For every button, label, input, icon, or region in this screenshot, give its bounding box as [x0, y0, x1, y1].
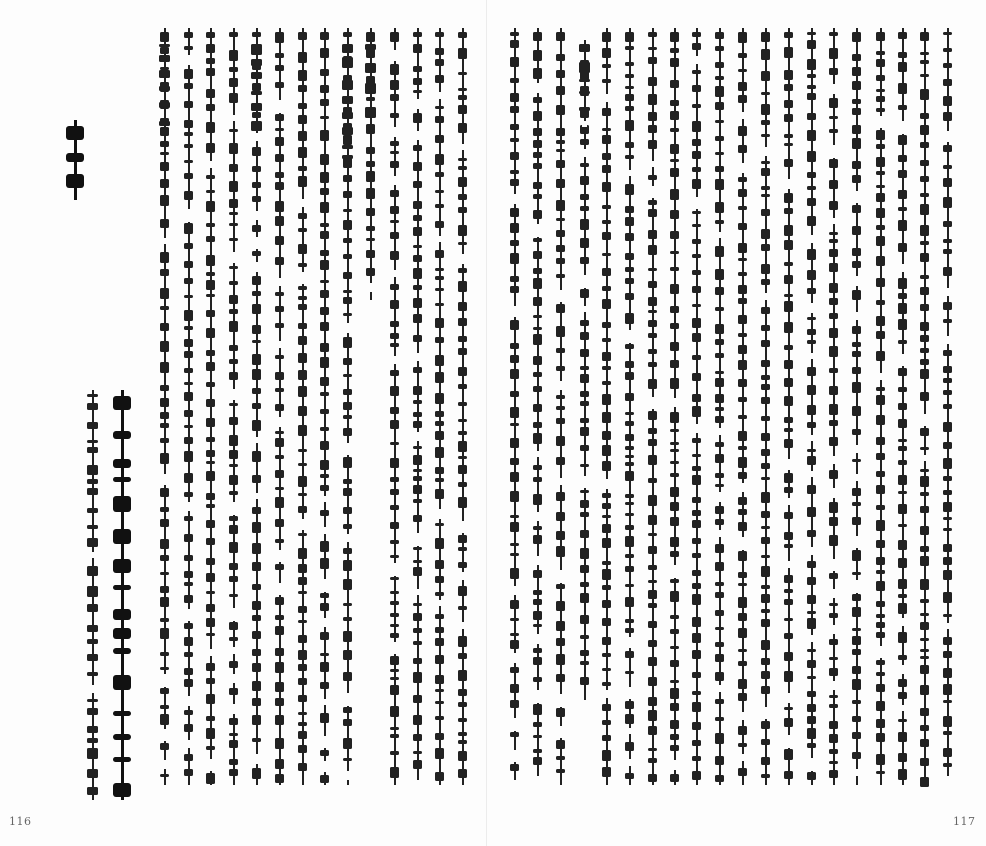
script-column: [206, 28, 217, 785]
script-column: [876, 28, 887, 785]
script-column: [510, 28, 521, 785]
script-column: [343, 40, 354, 170]
script-column: [625, 28, 636, 785]
chapter-heading-script: [64, 120, 88, 200]
script-column: [366, 40, 377, 128]
script-column: [413, 28, 424, 785]
script-column: [184, 28, 195, 785]
script-column: [533, 28, 544, 785]
script-column: [458, 28, 469, 785]
script-column: [320, 28, 331, 785]
script-column: [670, 28, 681, 785]
script-column: [88, 390, 99, 800]
script-column: [852, 28, 863, 785]
script-column: [829, 28, 840, 785]
script-column: [580, 40, 591, 700]
script-column: [275, 28, 286, 785]
script-column: [556, 28, 567, 785]
script-column: [602, 28, 613, 785]
script-column: [807, 28, 818, 785]
script-column: [160, 28, 171, 785]
script-column: [298, 28, 309, 785]
script-column: [252, 28, 263, 785]
script-column: [390, 28, 401, 785]
script-column: [943, 28, 954, 785]
script-column: [898, 28, 909, 785]
script-column: [229, 28, 240, 785]
right-page-number: 117: [953, 815, 976, 828]
chapter-heading-script: [111, 390, 135, 800]
script-column: [435, 28, 446, 785]
script-column: [784, 28, 795, 785]
script-column: [920, 28, 931, 785]
script-column: [160, 40, 171, 130]
script-column: [648, 28, 659, 785]
script-column: [580, 40, 591, 128]
script-column: [715, 28, 726, 785]
script-column: [738, 28, 749, 785]
script-column: [252, 40, 263, 130]
script-column: [761, 28, 772, 785]
script-column: [692, 28, 703, 785]
left-page-number: 116: [9, 815, 32, 828]
